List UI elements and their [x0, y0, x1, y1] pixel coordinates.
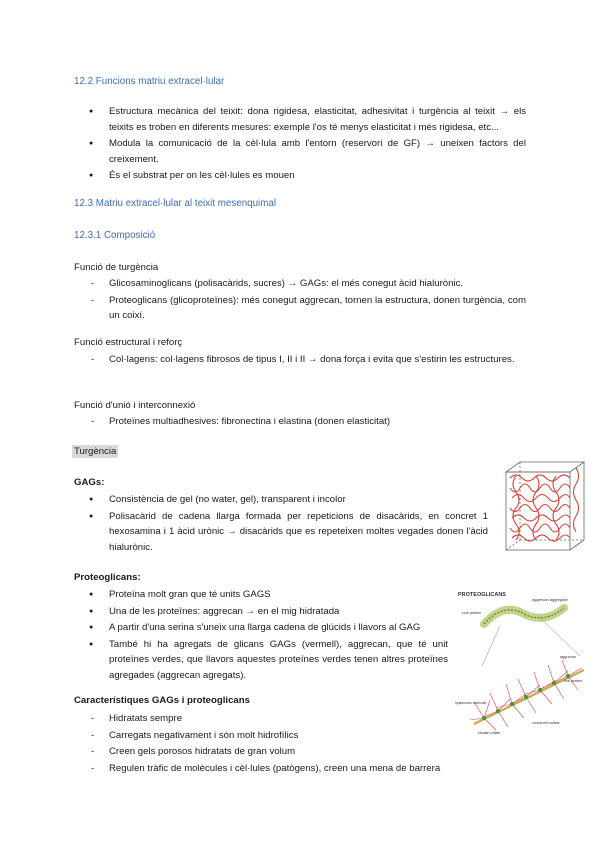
turgencia-function-list	[74, 276, 526, 324]
list-item: - Creen gels porosos hidratats de gran volum	[74, 744, 494, 760]
list-item: A partir d'una serina s'uneix una llarga cadena de glúcids i llavors al GAG	[109, 622, 421, 634]
gag-gel-figure	[500, 458, 590, 558]
list-item: Polisacàrid de cadena llarga formada per repeticions de disacàrids, en concret 1 hexosamina i 1 àcid urònic → disacàrids que es repeteixen moltes vegades donen l'àcid hialurònic.	[109, 510, 488, 553]
dash-icon: -	[91, 713, 95, 724]
list-item: Modula la comunicació de la cèl·lula amb l'entorn (reservori de GF) → uneixen factors del creixement.	[109, 138, 526, 165]
caracteristiques-list	[74, 711, 494, 776]
dash-icon: -	[91, 746, 95, 758]
list-item: És el substrat per on les cèl·lules es mouen	[109, 170, 295, 182]
caracteristiques-title: Característiques GAGs i proteoglicans	[74, 695, 250, 706]
list-item: - Glicosaminoglicans (polisacàrids, sucres) → GAGs: el més conegut àcid hialurònic.	[74, 276, 526, 292]
list-item: - Proteïnes multiadhesives: fibronectina i elastina (donen elasticitat)	[74, 414, 526, 430]
list-item: - Carregats negativament i són molt hidrofílics	[74, 728, 494, 744]
reforc-function-list	[74, 352, 526, 368]
section-heading-12-2: 12.2 Funcions matriu extracel·lular	[74, 76, 225, 87]
figure-title: PROTEOGLICANS	[458, 592, 506, 598]
dash-icon: -	[91, 354, 95, 365]
gags-list	[74, 492, 488, 555]
label-chondroitin: chondroitin sulfate	[532, 721, 560, 725]
gags-title: GAGs:	[74, 477, 105, 488]
list-item: Una de les proteïnes: aggrecan → en el mig hidratada	[109, 605, 340, 617]
list-item: Estructura mecànica del teixit: dona rigidesa, elasticitat, adhesivitat i turgència al teixit → els teixits es troben en diferents mesures: exemple l'os té menys elasticitat i més rigidesa, etc...	[109, 106, 526, 133]
list-item: - Proteoglicans (glicoproteïnes): més conegut aggrecan, tornen la estructura, donen turgència, com un coixí.	[91, 294, 526, 322]
dash-icon: -	[91, 762, 95, 774]
section-heading-12-3: 12.3 Matriu extracel·lular al teixit mesenquimal	[74, 198, 277, 209]
dash-icon: -	[91, 416, 95, 427]
proteoglicans-title: Proteoglicans:	[74, 572, 141, 583]
list-item: - Hidratats sempre	[74, 711, 494, 727]
section-heading-12-3-1: 12.3.1 Composició	[74, 230, 156, 241]
turgencia-heading: Turgència	[74, 446, 117, 457]
functions-list	[74, 104, 526, 184]
turgencia-function-title: Funció de turgència	[74, 262, 159, 273]
unio-function-title: Funció d'unió i interconnexió	[74, 400, 196, 411]
label-core-protein: core protein	[462, 611, 481, 615]
dash-icon: -	[91, 294, 95, 306]
list-item: També hi ha agregats de glicans GAGs (vermell), aggrecan, que té unit proteïnes verdes, que llavors aquestes proteïnes verdes tenen altres proteïnes agregades (aggrecan agregats).	[109, 638, 448, 681]
label-keratan: keratan sulfate	[478, 731, 501, 735]
label-hyaluronan: hyaluronan molecule	[455, 701, 487, 705]
list-item: Consistència de gel (no water, gel), transparent i incolor	[109, 494, 346, 505]
dash-icon: -	[91, 278, 95, 289]
list-item: - Regulen tràfic de molècules i cèl·lules (patògens), creen una mena de barrera	[74, 761, 494, 777]
label-link-protein: link protein	[564, 679, 583, 683]
reforc-function-title: Funció estructural i reforç	[74, 337, 183, 348]
label-aggrecan-aggregate: aggrecan aggregate	[532, 597, 568, 602]
proteoglicans-list	[74, 587, 448, 684]
list-item: - Col·lagens: col·lagens fibrosos de tipus I, II i II → dona força i evita que s'estirin les estructures.	[74, 352, 526, 368]
list-item: Proteïna molt gran que té units GAGS	[109, 589, 271, 600]
dash-icon: -	[91, 729, 95, 741]
label-aggrecan: aggrecan	[560, 655, 576, 659]
unio-function-list	[74, 414, 526, 430]
